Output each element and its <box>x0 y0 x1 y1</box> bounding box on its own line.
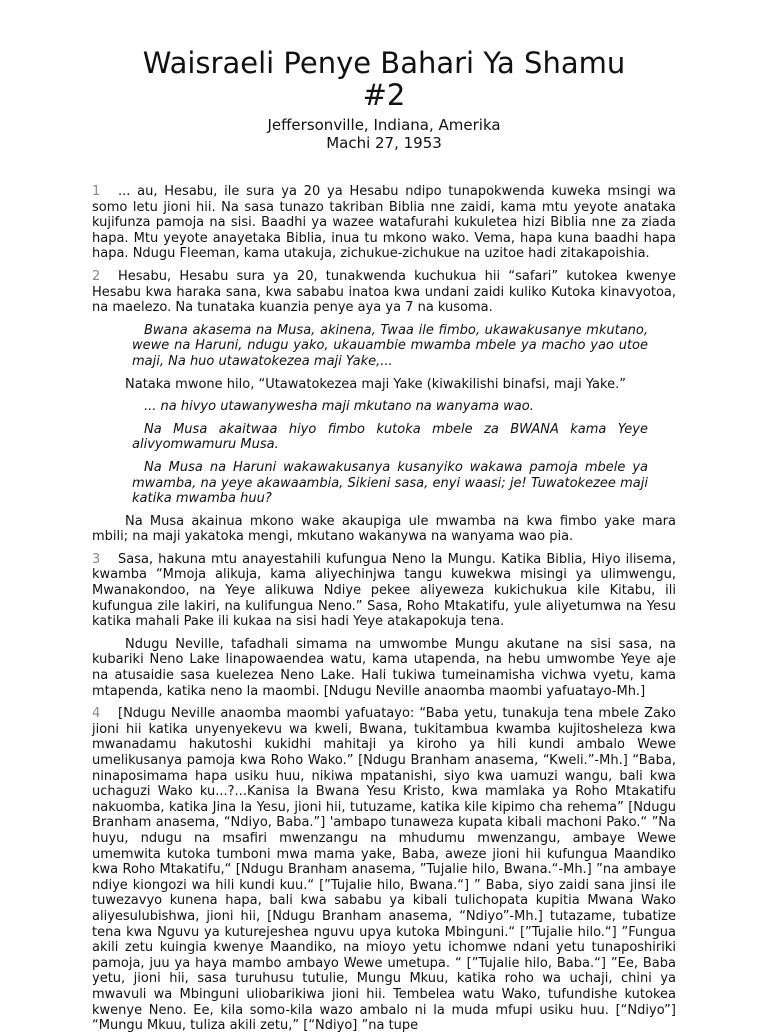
date: Machi 27, 1953 <box>326 134 442 152</box>
paragraph-text: Na Musa akainua mkono wake akaupiga ule mwamba na kwa fimbo yake mara mbili; na maji yakatoka mengi, mkutano wakanywa na wanyama wao pia. <box>92 513 676 545</box>
scripture-quote: ... na hivyo utawanywesha maji mkutano na wanyama wao. <box>144 399 534 415</box>
document-title <box>92 0 676 111</box>
paragraph-number: 3 <box>92 551 101 567</box>
paragraph-text: Sasa, hakuna mtu anayestahili kufungua Neno la Mungu. Katika Biblia, Hiyo ilisema, kwamba “Mmoja alikuja, kama aliyechinjwa tangu kuwekwa misingi ya ulimwengu, Mwanakondoo, na Yeye alikuwa Ndiye pekee aliyeweza kukichukua kile Kitabu, ili kufungua zile lakiri, na kulifungua Neno.” Sasa, Roho Mtakatifu, yule aliyetumwa na Yesu katika mahali Pake ili kukaa na sisi hadi Yeye atakapokuja tena. <box>92 551 676 630</box>
paragraph-number: 1 <box>92 184 101 199</box>
paragraph-number: 4 <box>92 706 101 722</box>
document-subtitle <box>92 116 676 152</box>
scripture-quote: Bwana akasema na Musa, akinena, Twaa ile fimbo, ukawakusanye mkutano, wewe na Haruni, ndugu yako, ukauambie mwamba mbele ya macho yao utoe maji, Na huo utawatokezea maji Yake,... <box>132 322 648 369</box>
paragraph-text: Nataka mwone hilo, “Utawatokezea maji Yake (kiwakilishi binafsi, maji Yake.” <box>125 376 626 392</box>
paragraph-text: Ndugu Neville, tafadhali simama na umwombe Mungu akutane na sisi sasa, na kubariki Neno Lake linapowaendea watu, kama utapenda, na hebu umwombe Yeye aje na atusaidie sasa kuelezea Neno Lake. Hali tukiwa tumeinamisha vichwa vyetu, kama mtapenda, katika neno la maombi. [Ndugu Neville anaomba maombi yafuatayo-Mh.] <box>92 636 676 699</box>
paragraph-1 <box>92 184 676 262</box>
location: Jeffersonville, Indiana, Amerika <box>267 116 501 134</box>
paragraph-4 <box>92 706 676 1033</box>
scripture-quote: Na Musa na Haruni wakawakusanya kusanyiko wakawa pamoja mbele ya mwamba, na yeye akawaambia, Sikieni sasa, enyi waasi; je! Tuwatokezee maji katika mwamba huu? <box>132 459 648 507</box>
title-line-1: Waisraeli Penye Bahari Ya Shamu <box>142 46 626 80</box>
paragraph-text: Hesabu, Hesabu sura ya 20, tunakwenda kuchukua hii “safari” kutokea kwenye Hesabu kwa haraka sana, kwa sababu inatoa kwa undani zaidi kuliko Kutoka kinavyotoa, na maelezo. Na tunataka kuanzia penye aya ya 7 na kusoma. <box>92 268 676 316</box>
paragraph-2 <box>92 269 676 316</box>
paragraph-text: [Ndugu Neville anaomba maombi yafuatayo: “Baba yetu, tunakuja tena mbele Zako jioni hii katika unyenyekevu wa kweli, Bwana, tukitambua kwamba kujitosheleza kwa mwanadamu hakutoshi kukidhi mahitaji ya kiroho ya hili kundi ambalo Wewe umelikusanya pamoja kwa Roho Wako.” [Ndugu Branham anasema, “Kweli.”-Mh.] “Baba, ninaposimama hapa usiku huu, nikiwa mpatanishi, siyo kwa uamuzi wangu, bali kwa uchaguzi Wako ku...?...Kanisa la Bwana Yesu Kristo, kwa mamlaka ya Roho Mtakatifu nakuomba, katika Jina la Yesu, jioni hii, tutuzame, katika kile kipimo cha rehema” [Ndugu Branham anasema, “Ndiyo, Baba.”] 'ambapo tunaweza kupata kibali machoni Pako.“ ”Na huyu, ndugu na msafiri mwenzangu na mhudumu mwenzangu, ambaye Wewe umemwita kutoka tumboni mwa mama yake, Baba, aweze jioni hii kufungua Maandiko kwa Roho Mtakatifu,“ [Ndugu Branham anasema, ”Tujalie hilo, Bwana.“-Mh.] ”na ambaye ndiye kiongozi wa hili kundi kuu.“ [”Tujalie hilo, Bwana.“] ” Baba, siyo zaidi sana jinsi ile tuwezavyo kunena hapa, bali kwa sababu ya kibali tulichopata kupitia Mwana Wako aliyesulubishwa, jioni hii, [Ndugu Branham anasema, “Ndiyo”-Mh.] tutazame, tubatize tena kwa Nguvu ya kuturejeshea nguvu upya kutoka Mbinguni.“ [”Tujalie hilo.“] ”Fungua akili zetu kuingia kwenye Maandiko, na mioyo yetu ichomwe ndani yetu tunaposhiriki pamoja, juu ya haya mambo ambayo Wewe umetupa. “ [”Tujalie hilo, Baba.“] ”Ee, Baba yetu, jioni hii, sasa turuhusu tutulie, Mungu Mkuu, katika roho wa uchaji, chini ya mwavuli wa Mbinguni uliobarikiwa jioni hii. Tembelea watu Wako, tufundishe kutokea kwenye Neno. Ee, kila somo-kila wazo ambalo ni la muda mfupi usiku huu. [“Ndiyo”] “Mungu Mkuu, tuliza akili zetu,” [“Ndiyo] ”na tupe <box>92 706 676 1034</box>
title-line-2: #2 <box>362 78 406 112</box>
paragraph-number: 2 <box>92 268 101 284</box>
scripture-quote: Na Musa akaitwaa hiyo fimbo kutoka mbele za BWANA kama Yeye alivyomwamuru Musa. <box>132 421 648 453</box>
paragraph-text: ... au, Hesabu, ile sura ya 20 ya Hesabu ndipo tunapokwenda kuweka msingi wa somo letu jioni hii. Na sasa tunazo takriban Biblia nne zaidi, kama mtu yeyote anataka kujifunza pamoja na sisi. Baadhi ya wazee watafurahi kukuletea hizi Biblia nne za ziada hapa. Mtu yeyote anayetaka Biblia, inua tu mkono wako. Vema, hapa kuna baadhi hapa hapa. Ndugu Fleeman, kama utakuja, zichukue-zichukue na uzitoe hadi zitakapoishia. <box>92 184 676 262</box>
document-body <box>92 184 676 1034</box>
paragraph-3 <box>92 552 676 630</box>
